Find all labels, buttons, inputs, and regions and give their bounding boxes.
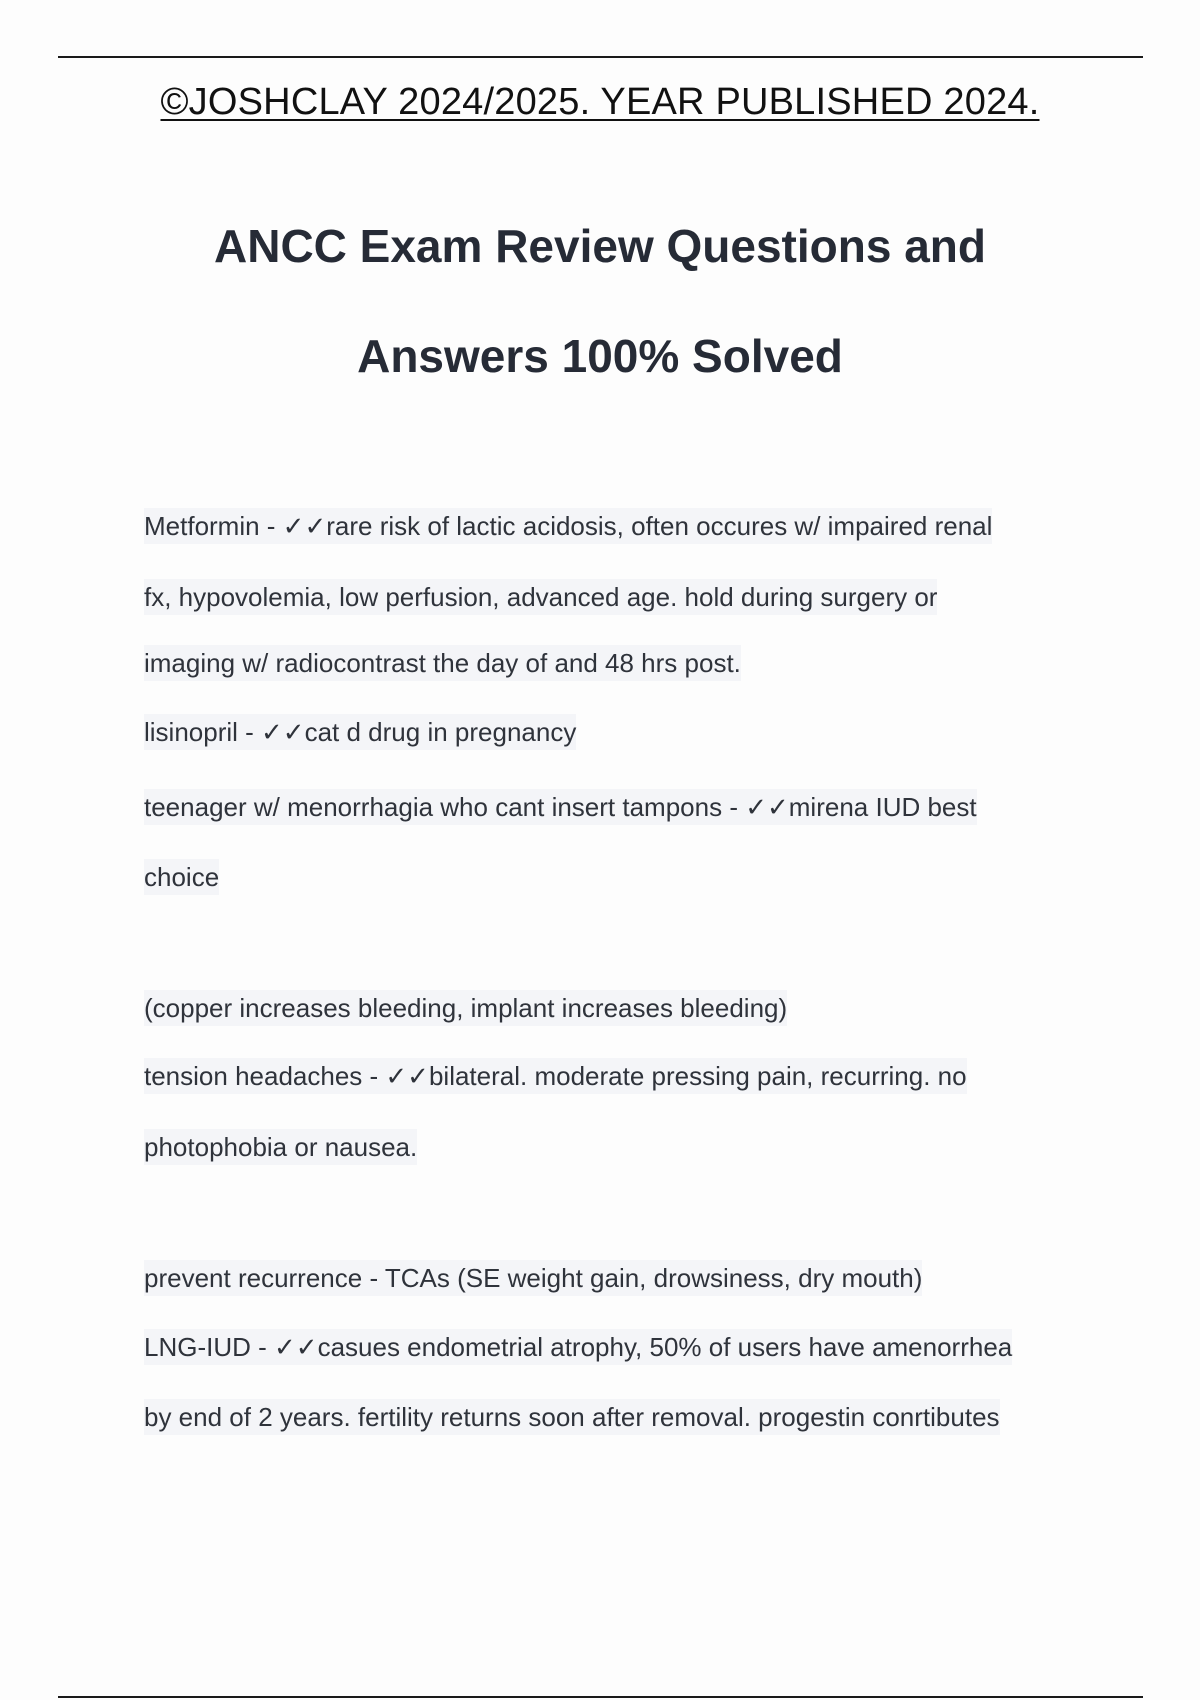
body-line: teenager w/ menorrhagia who cant insert tampons - ✓✓mirena IUD best — [144, 790, 977, 824]
top-rule — [58, 56, 1143, 58]
body-line: by end of 2 years. fertility returns soon after removal. progestin conrtibutes — [144, 1400, 1000, 1434]
body-line: LNG-IUD - ✓✓casues endometrial atrophy, 50% of users have amenorrhea — [144, 1330, 1012, 1364]
page-header — [0, 78, 1200, 126]
body-line: Metformin - ✓✓rare risk of lactic acidosis, often occures w/ impaired renal — [144, 509, 992, 543]
body-line: (copper increases bleeding, implant increases bleeding) — [144, 991, 787, 1025]
body-line: tension headaches - ✓✓bilateral. moderate pressing pain, recurring. no — [144, 1059, 967, 1093]
body-line: imaging w/ radiocontrast the day of and 48 hrs post. — [144, 646, 741, 680]
body-line: choice — [144, 860, 219, 894]
body-line: fx, hypovolemia, low perfusion, advanced age. hold during surgery or — [144, 580, 937, 614]
document-title-line-2: Answers 100% Solved — [357, 330, 843, 382]
bottom-rule — [58, 1696, 1143, 1698]
body-line: prevent recurrence - TCAs (SE weight gain, drowsiness, dry mouth) — [144, 1261, 922, 1295]
document-title-line-1: ANCC Exam Review Questions and — [214, 220, 986, 272]
body-line: lisinopril - ✓✓cat d drug in pregnancy — [144, 715, 576, 749]
copyright-notice: ©JOSHCLAY 2024/2025. YEAR PUBLISHED 2024. — [160, 81, 1040, 123]
body-line: photophobia or nausea. — [144, 1130, 417, 1164]
